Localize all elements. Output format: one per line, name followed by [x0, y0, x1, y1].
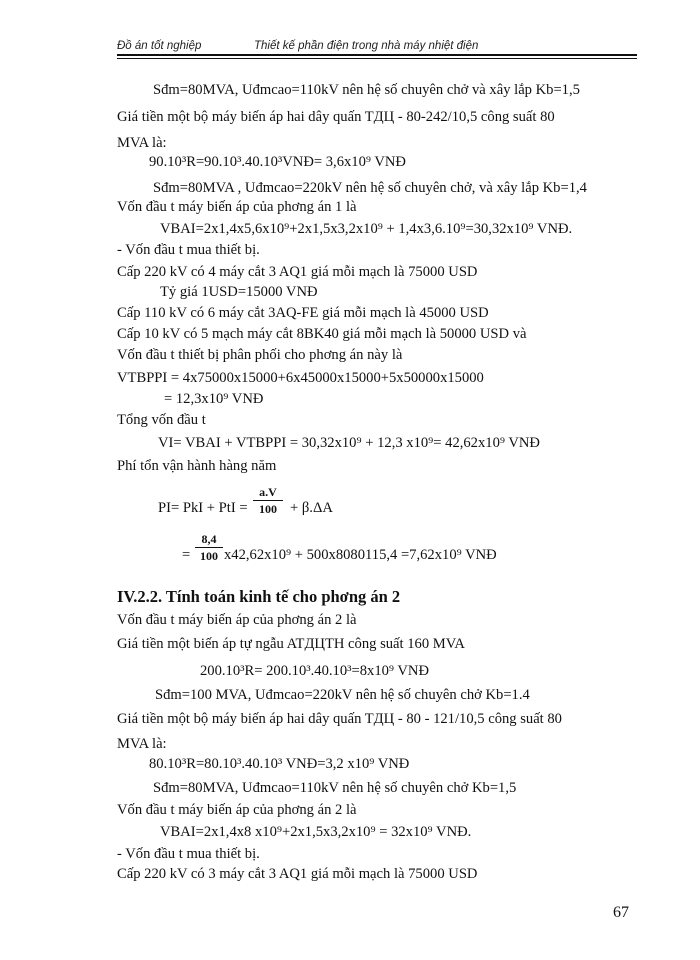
text-line: VBAI=2x1,4x5,6x10⁹+2x1,5x3,2x10⁹ + 1,4x3,6.10⁹=30,32x10⁹ VNĐ. [160, 221, 573, 237]
text-line: Giá tiền một bộ máy biến áp hai dây quấn TДЦ - 80 - 121/10,5 công suất 80 [117, 711, 562, 727]
text-line: Cấp 220 kV có 3 máy cắt 3 AQ1 giá mỗi mạch là 75000 USD [117, 866, 478, 882]
text-line: VBAI=2x1,4x8 x10⁹+2x1,5x3,2x10⁹ = 32x10⁹ VNĐ. [160, 824, 472, 840]
text-line: = 12,3x10⁹ VNĐ [164, 391, 264, 407]
text-line: Vốn đầu t máy biến áp của phơng án 2 là [117, 612, 357, 628]
header-right: Thiết kế phần điện trong nhà máy nhiệt điện [254, 40, 479, 52]
fraction-av-100 [253, 486, 283, 515]
text-line: Sđm=80MVA, Uđmcao=110kV nên hệ số chuyên chở Kb=1,5 [153, 780, 517, 796]
text-line: Tỷ giá 1USD=15000 VNĐ [160, 284, 318, 300]
text-line: Giá tiền một bộ máy biến áp hai dây quấn TДЦ - 80-242/10,5 công suất 80 [117, 109, 555, 125]
text-line: 80.10³R=80.10³.40.10³ VNĐ=3,2 x10⁹ VNĐ [149, 756, 410, 772]
header-rule [117, 54, 637, 56]
text-line: - Vốn đầu t mua thiết bị. [117, 242, 260, 258]
text-line: Cấp 110 kV có 6 máy cắt 3AQ-FE giá mỗi mạch là 45000 USD [117, 305, 489, 321]
text-line: Sđm=80MVA , Uđmcao=220kV nên hệ số chuyên chở, và xây lắp Kb=1,4 [153, 180, 587, 196]
fraction-84-100 [195, 533, 223, 562]
text-line: 90.10³R=90.10³.40.10³VNĐ= 3,6x10⁹ VNĐ [149, 154, 406, 170]
header-rule-thin [117, 58, 637, 59]
section-heading: IV.2.2. Tính toán kinh tế cho phơng án 2 [117, 587, 401, 606]
text-line: x42,62x10⁹ + 500x8080115,4 =7,62x10⁹ VNĐ [224, 547, 497, 563]
fraction-bar [195, 547, 223, 548]
fraction-bar [253, 500, 283, 501]
text-line: VTBPPI = 4x75000x15000+6x45000x15000+5x50000x15000 [117, 370, 484, 386]
formula-p-left: PI= PkI + PtI = [158, 500, 248, 516]
text-line: Sđm=100 MVA, Uđmcao=220kV nên hệ số chuyên chở Kb=1.4 [155, 687, 530, 703]
header-left: Đồ án tốt nghiệp [117, 40, 202, 52]
text-line: Giá tiền một biến áp tự ngẫu ATДЦTH công suất 160 MVA [117, 636, 465, 652]
formula-p-right: + β.ΔA [290, 500, 333, 516]
fraction-denominator: 100 [259, 502, 277, 516]
fraction-numerator: a.V [259, 485, 277, 499]
text-line: 200.10³R= 200.10³.40.10³=8x10⁹ VNĐ [200, 663, 429, 679]
text-line: Sđm=80MVA, Uđmcao=110kV nên hệ số chuyên chở và xây lắp Kb=1,5 [153, 82, 580, 98]
fraction-numerator: 8,4 [201, 532, 217, 546]
text-line: = [182, 547, 191, 563]
text-line: - Vốn đầu t mua thiết bị. [117, 846, 260, 862]
text-line: MVA là: [117, 135, 167, 151]
text-line: Vốn đầu t thiết bị phân phối cho phơng án này là [117, 347, 403, 363]
text-line: MVA là: [117, 736, 167, 752]
text-line: Vốn đầu t máy biến áp của phơng án 2 là [117, 802, 357, 818]
text-line: Tổng vốn đầu t [117, 412, 206, 428]
text-line: Vốn đầu t máy biến áp của phơng án 1 là [117, 199, 357, 215]
page-number: 67 [613, 904, 629, 921]
text-line: Cấp 10 kV có 5 mạch máy cắt 8BK40 giá mỗi mạch là 50000 USD và [117, 326, 527, 342]
fraction-denominator: 100 [200, 549, 218, 563]
text-line: Cấp 220 kV có 4 máy cắt 3 AQ1 giá mỗi mạch là 75000 USD [117, 264, 478, 280]
text-line: Phí tổn vận hành hàng năm [117, 458, 277, 474]
text-line: VI= VBAI + VTBPPI = 30,32x10⁹ + 12,3 x10⁹= 42,62x10⁹ VNĐ [158, 435, 540, 451]
